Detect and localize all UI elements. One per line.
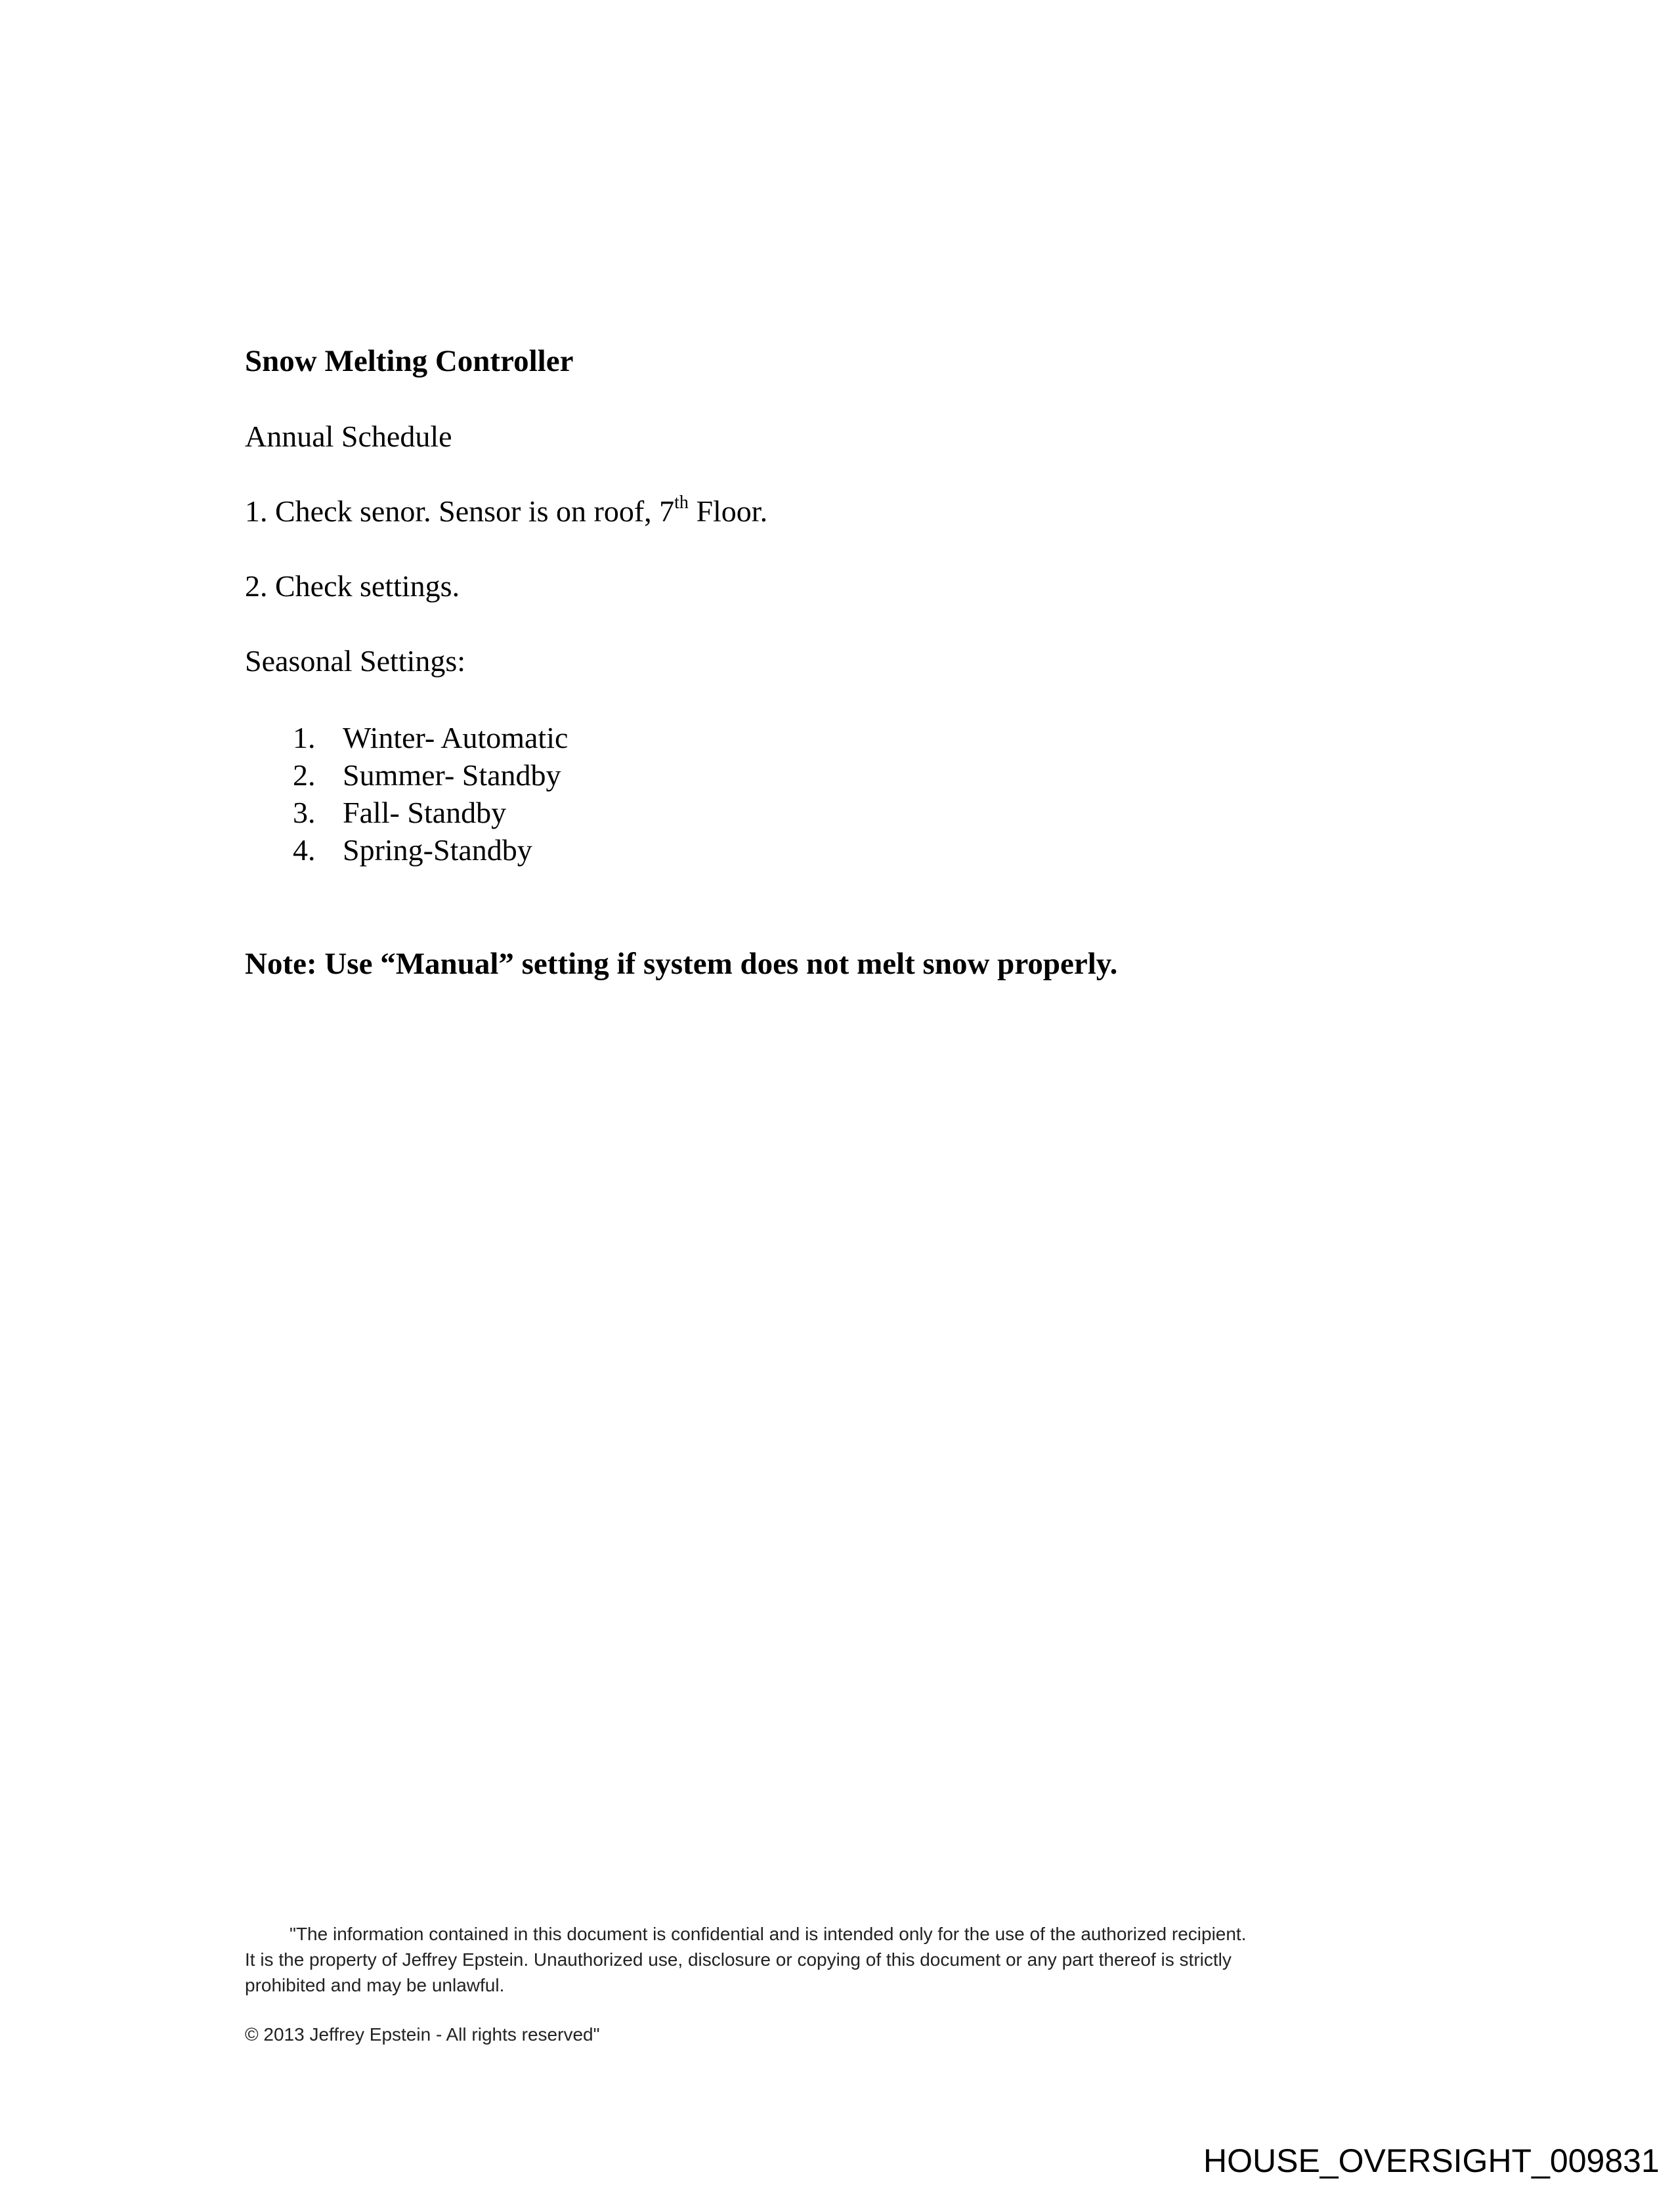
step-check-settings: 2. Check settings.	[245, 569, 460, 603]
bates-number: HOUSE_OVERSIGHT_009831	[1203, 2142, 1660, 2179]
seasonal-setting-number: 3.	[293, 796, 316, 829]
seasonal-setting-text: Winter- Automatic	[343, 721, 569, 754]
seasonal-setting-text: Spring-Standby	[343, 833, 532, 867]
disclaimer-line: prohibited and may be unlawful.	[245, 1975, 505, 1995]
seasonal-settings-list	[293, 719, 568, 869]
seasonal-settings-heading: Seasonal Settings:	[245, 644, 466, 678]
seasonal-setting-number: 2.	[293, 758, 316, 792]
document-title: Snow Melting Controller	[245, 344, 574, 378]
step-check-sensor-text: 1. Check senor. Sensor is on roof, 7	[245, 494, 675, 528]
seasonal-setting-number: 1.	[293, 721, 316, 754]
disclaimer-line: It is the property of Jeffrey Epstein. Unauthorized use, disclosure or copying of this document or any part thereof is strictly	[245, 1949, 1232, 1970]
seasonal-setting-number: 4.	[293, 833, 316, 867]
step-check-sensor-superscript: th	[674, 492, 689, 513]
disclaimer-line: "The information contained in this document is confidential and is intended only for the use of the authorized recipient.	[290, 1924, 1247, 1944]
seasonal-setting-item	[293, 831, 568, 869]
confidentiality-disclaimer	[245, 1921, 1394, 1998]
copyright-notice: © 2013 Jeffrey Epstein - All rights reserved"	[245, 2024, 600, 2045]
seasonal-setting-item	[293, 794, 568, 831]
manual-setting-note: Note: Use “Manual” setting if system does not melt snow properly.	[245, 947, 1118, 981]
seasonal-setting-item	[293, 719, 568, 756]
seasonal-setting-item	[293, 756, 568, 794]
step-check-sensor-text-end: Floor.	[688, 494, 768, 528]
document-subtitle: Annual Schedule	[245, 420, 452, 453]
seasonal-setting-text: Summer- Standby	[343, 758, 561, 792]
seasonal-setting-text: Fall- Standby	[343, 796, 507, 829]
step-check-sensor	[245, 494, 767, 529]
